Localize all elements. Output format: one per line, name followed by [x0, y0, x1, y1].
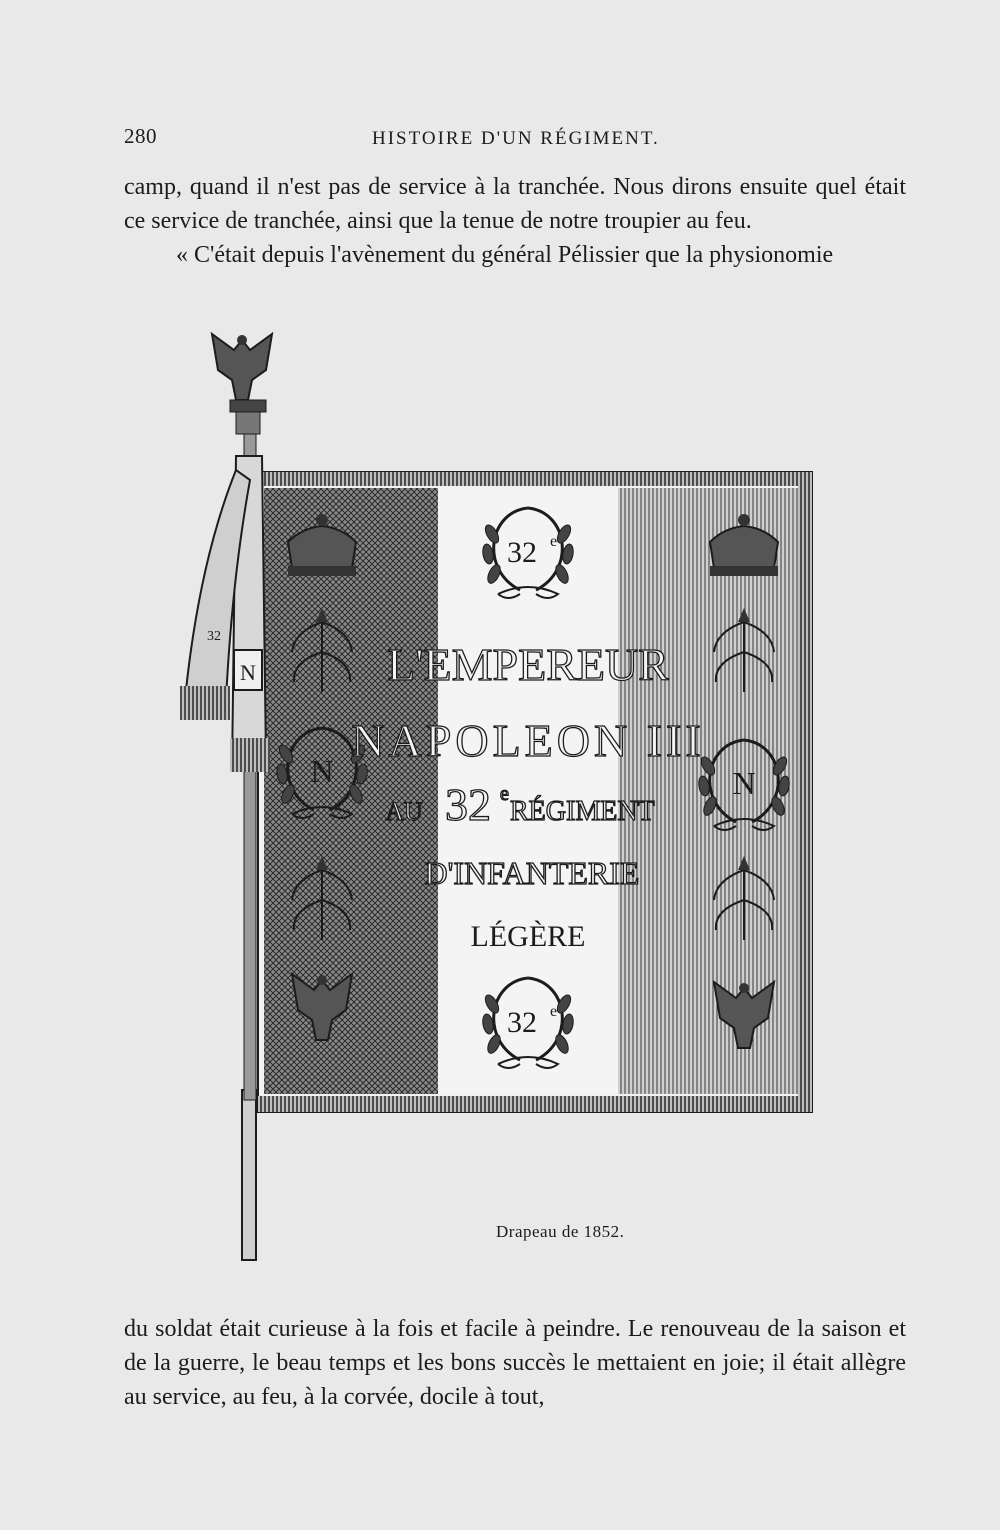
- cravate-number: 32: [207, 629, 221, 644]
- inscription-line: RÉGIMENT: [510, 796, 655, 827]
- left-monogram: N: [310, 753, 334, 789]
- text-block-top: [124, 170, 906, 272]
- bottom-wreath-suffix: e: [550, 1003, 558, 1020]
- right-monogram: N: [732, 765, 756, 801]
- flag-illustration: [0, 300, 1000, 1270]
- top-wreath-suffix: e: [550, 533, 558, 550]
- top-wreath-number: 32: [507, 536, 537, 569]
- inscription-line: D'INFANTERIE: [424, 855, 640, 891]
- cravate-monogram: N: [240, 660, 256, 685]
- text-block-bottom: [124, 1312, 906, 1414]
- running-title: HISTOIRE D'UN RÉGIMENT.: [372, 128, 660, 149]
- flag-engraving: [0, 300, 1000, 1270]
- inscription-number: 32: [445, 779, 491, 830]
- inscription-suffix: e: [500, 783, 509, 805]
- page-header: [124, 124, 904, 164]
- inscription-line: NAPOLEON III: [351, 715, 705, 766]
- inscription-line: L'EMPEREUR: [387, 639, 669, 690]
- flag-pole: [242, 1090, 256, 1260]
- inscription-line: AU: [385, 797, 423, 826]
- eagle-finial: [212, 334, 272, 434]
- paragraph: camp, quand il n'est pas de service à la tranchée. Nous dirons ensuite quel était ce service de tranchée, ainsi que la tenue de notre troupier au feu.: [124, 174, 906, 234]
- page-number: 280: [124, 124, 157, 148]
- paragraph: « C'était depuis l'avènement du général Pélissier que la physionomie: [176, 242, 834, 268]
- figure-caption: Drapeau de 1852.: [496, 1222, 625, 1241]
- paragraph: du soldat était curieuse à la fois et facile à peindre. Le renouveau de la saison et de la guerre, le beau temps et les bons succès le mettaient en joie; il était allègre au service, au feu, à la corvée, docile à tout,: [124, 1316, 906, 1410]
- flag-cravate: [180, 456, 270, 772]
- inscription-line: LÉGÈRE: [470, 920, 586, 953]
- bottom-wreath-number: 32: [507, 1006, 537, 1039]
